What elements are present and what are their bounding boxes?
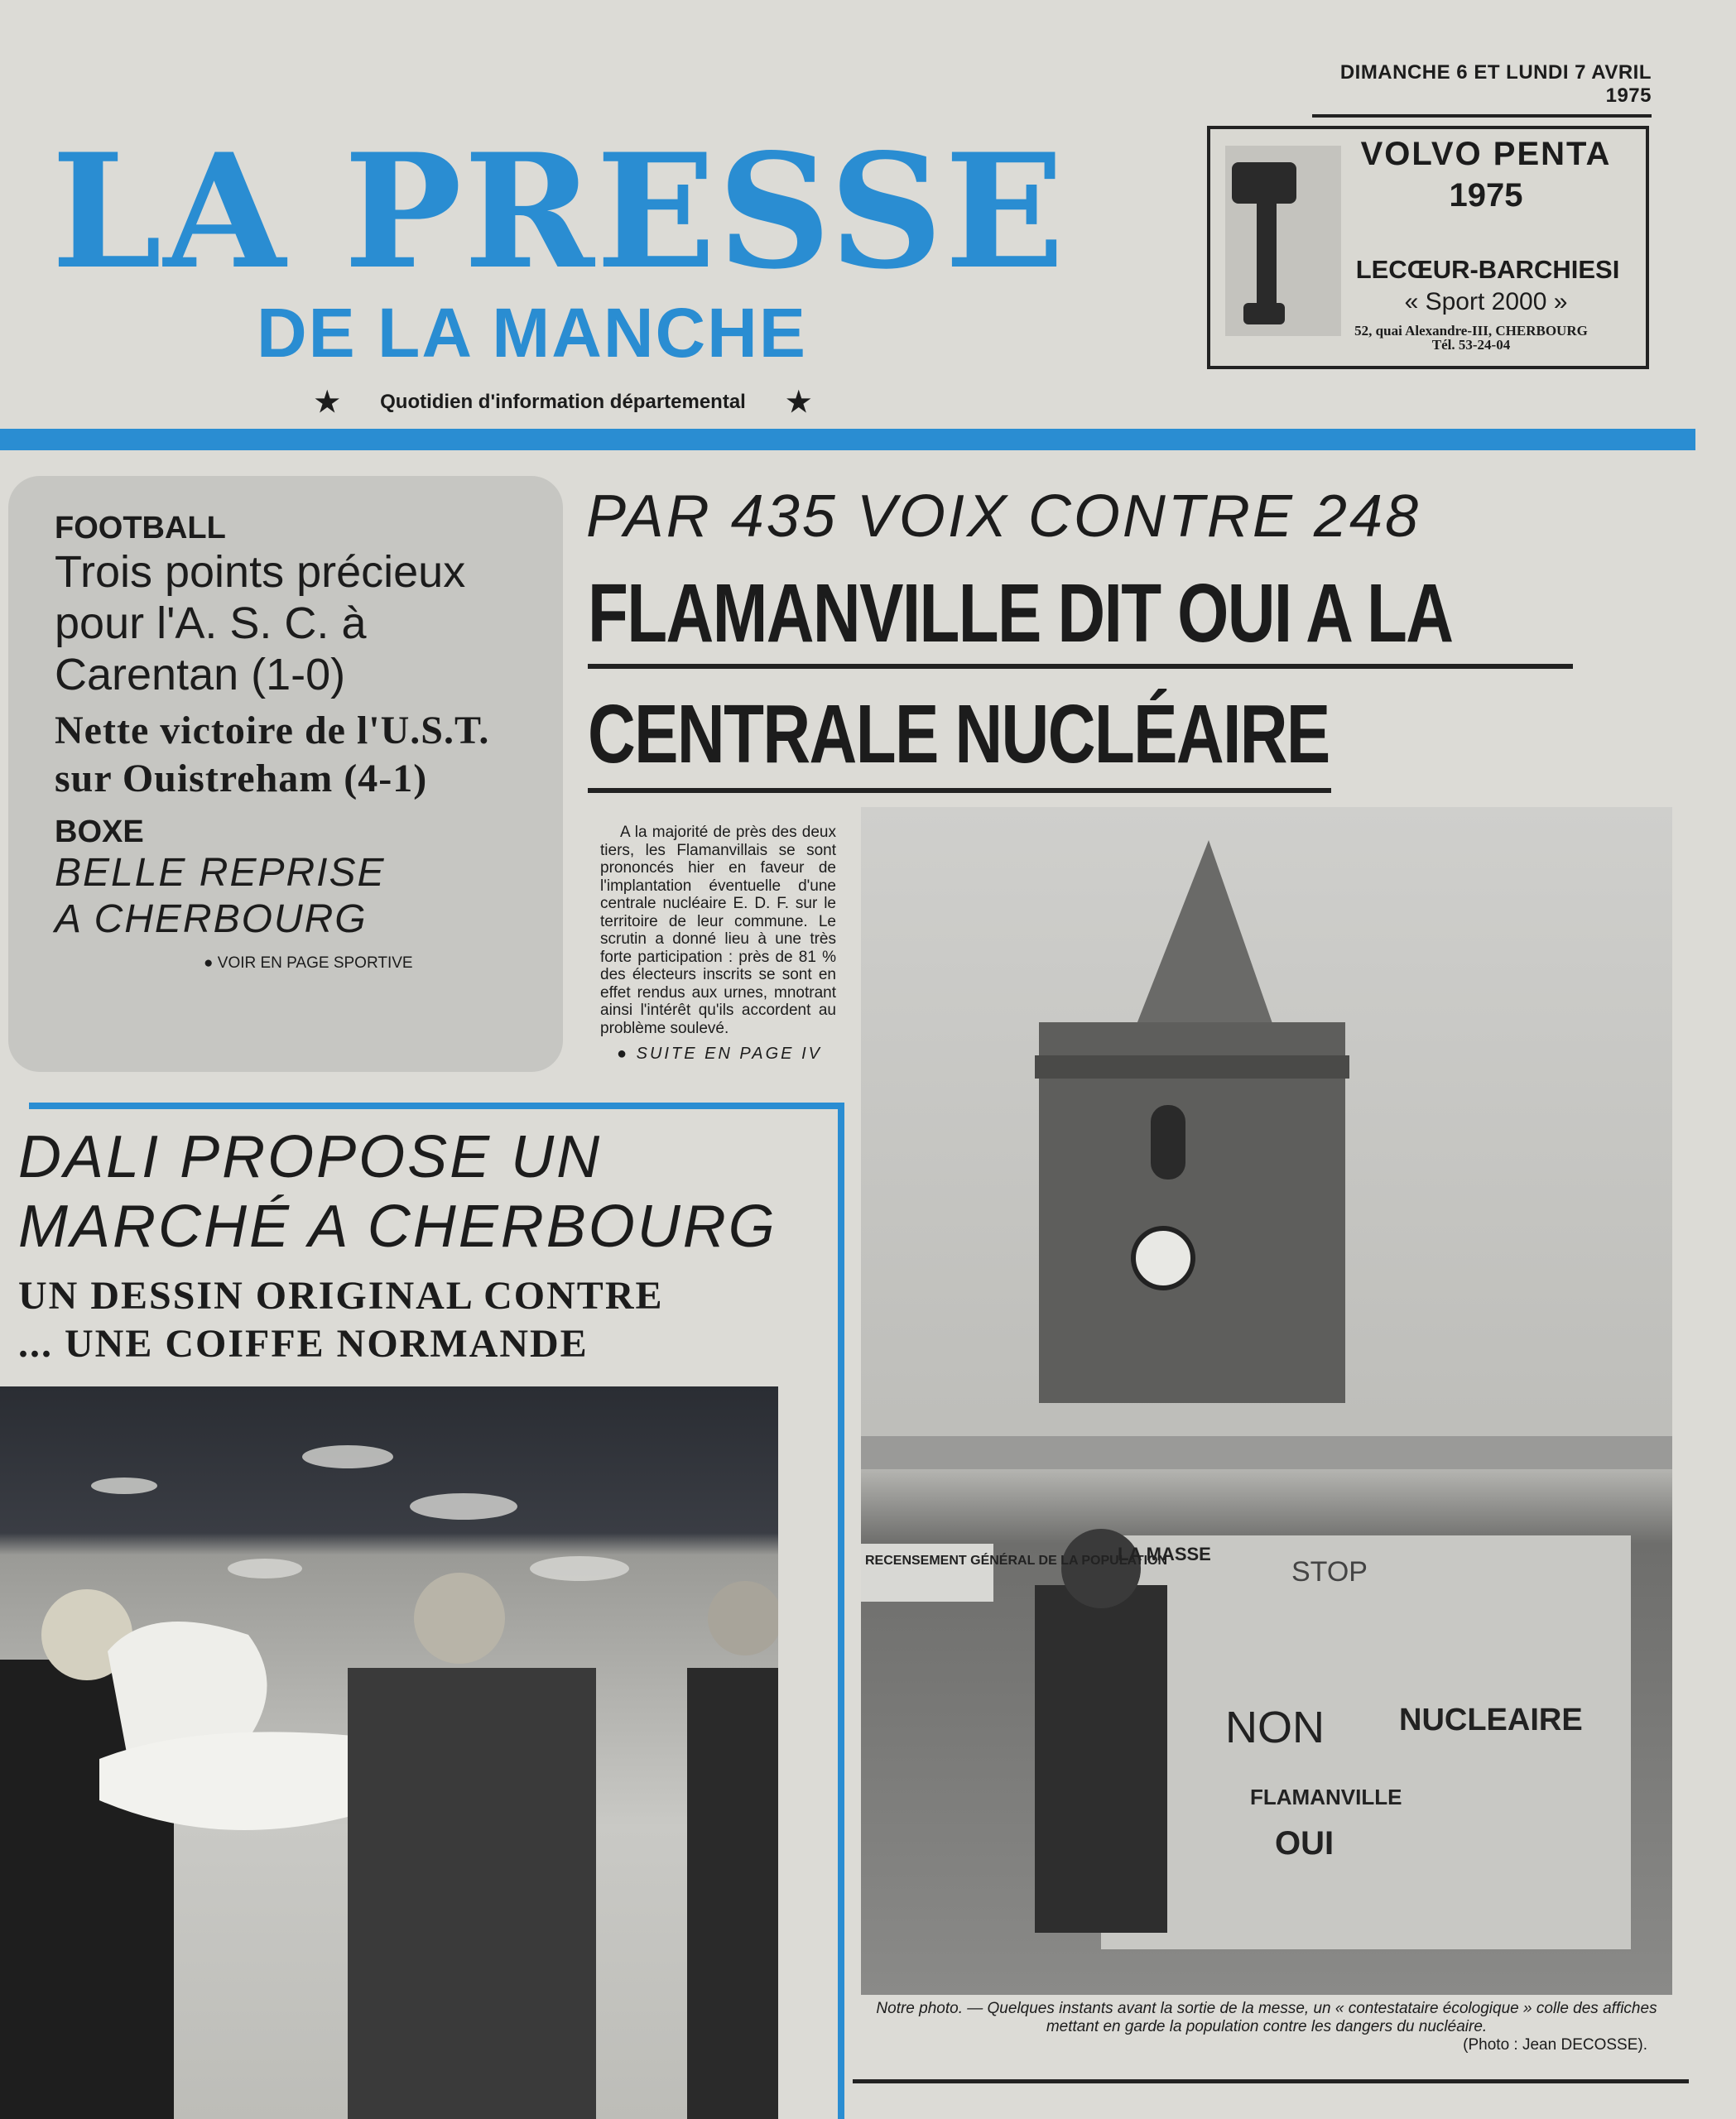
dali-photo: [0, 1386, 778, 2119]
poster-nucleaire: NUCLEAIRE: [1399, 1703, 1583, 1737]
lead-kicker: PAR 435 VOIX CONTRE 248: [586, 483, 1421, 550]
masthead-title: LA PRESSE: [51, 119, 1066, 304]
poster-stop: STOP: [1291, 1556, 1368, 1588]
ad-year: 1975: [1449, 177, 1523, 214]
masthead-rule: [0, 429, 1695, 450]
ad-dealer: LECŒUR-BARCHIESI: [1355, 255, 1620, 284]
lead-headline-1: FLAMANVILLE DIT OUI A LA: [588, 567, 1453, 660]
masthead-subtitle: DE LA MANCHE: [257, 294, 807, 372]
football-headline: Trois points précieux pour l'A. S. C. à Carentan (1-0): [55, 547, 466, 699]
poster-census: RECENSEMENT GÉNÉRAL DE LA POPULATION: [865, 1554, 1168, 1568]
photo-credit: (Photo : Jean DECOSSE).: [1463, 2036, 1647, 2054]
tagline-text: Quotidien d'information départemental: [380, 391, 746, 413]
ad-phone: Tél. 53-24-04: [1431, 337, 1511, 353]
lead-body: A la majorité de près des deux tiers, les Flamanvillais se sont prononcés hier en faveur de l'implantation éventuelle d'une centrale nucléaire E. D. F. sur le territoire de leur commune. Le scrutin a donné lieu à une très forte participation : près de 81 % des électeurs inscrits se sont en effet rendus aux urnes, mnotrant ainsi l'intérêt qu'ils accordent au problème soulevé.: [600, 824, 836, 1037]
poster-flamanville: FLAMANVILLE: [1250, 1785, 1402, 1809]
masthead-tagline: [315, 386, 811, 419]
lead-article-column: [600, 824, 836, 1064]
dali-subhead-1: UN DESSIN ORIGINAL CONTRE: [18, 1274, 664, 1318]
lead-headline-2: CENTRALE NUCLÉAIRE: [588, 688, 1330, 781]
church-photo: [861, 807, 1672, 1995]
boxing-headline-2: A CHERBOURG: [55, 897, 368, 941]
dali-scene-illustration: [0, 1386, 778, 2119]
dateline: DIMANCHE 6 ET LUNDI 7 AVRIL 1975: [1312, 61, 1652, 118]
dali-subhead-2: ... UNE COIFFE NORMANDE: [18, 1322, 589, 1366]
dali-headline-2: MARCHÉ A CHERBOURG: [18, 1194, 777, 1260]
football-subhead: Nette victoire de l'U.S.T. sur Ouistreham (4-1): [55, 709, 490, 800]
see-sports-page-text: VOIR EN PAGE SPORTIVE: [217, 954, 413, 972]
ad-contact: [1301, 324, 1641, 352]
see-sports-page: ● VOIR EN PAGE SPORTIVE: [204, 954, 413, 972]
dali-headline-1: DALI PROPOSE UN: [18, 1124, 603, 1190]
dali-frame-right: [838, 1103, 844, 2119]
volvo-penta-ad: [1207, 126, 1649, 369]
star-icon: ★: [786, 387, 811, 418]
photo-caption-block: [869, 2000, 1664, 2054]
star-icon: ★: [315, 387, 340, 418]
sports-label-football: FOOTBALL: [55, 511, 226, 545]
dali-frame-top: [29, 1103, 844, 1109]
headline-rule: [588, 788, 1331, 793]
ad-brand: VOLVO PENTA: [1360, 136, 1612, 172]
ad-address: 52, quai Alexandre-III, CHERBOURG: [1354, 323, 1588, 339]
poster-non: NON: [1225, 1703, 1325, 1752]
poster-oui: OUI: [1275, 1825, 1334, 1862]
sports-label-boxing: BOXE: [55, 814, 144, 849]
continued-text: SUITE EN PAGE IV: [636, 1045, 822, 1063]
headline-rule: [588, 664, 1573, 669]
boxing-headline-1: BELLE REPRISE: [55, 851, 386, 895]
sports-box: [8, 476, 563, 1072]
bottom-rule: [853, 2079, 1689, 2083]
church-tower-illustration: [861, 807, 1672, 1995]
outboard-motor-image: [1225, 146, 1341, 336]
ad-store: « Sport 2000 »: [1404, 288, 1568, 315]
poster-masse: LA MASSE: [1118, 1544, 1211, 1564]
photo-caption: Notre photo. — Quelques instants avant la sortie de la messe, un « contestataire écologique » colle des affiches mettant en garde la population contre les dangers du nucléaire.: [876, 2000, 1657, 2035]
continued-page: ● SUITE EN PAGE IV: [617, 1045, 822, 1063]
